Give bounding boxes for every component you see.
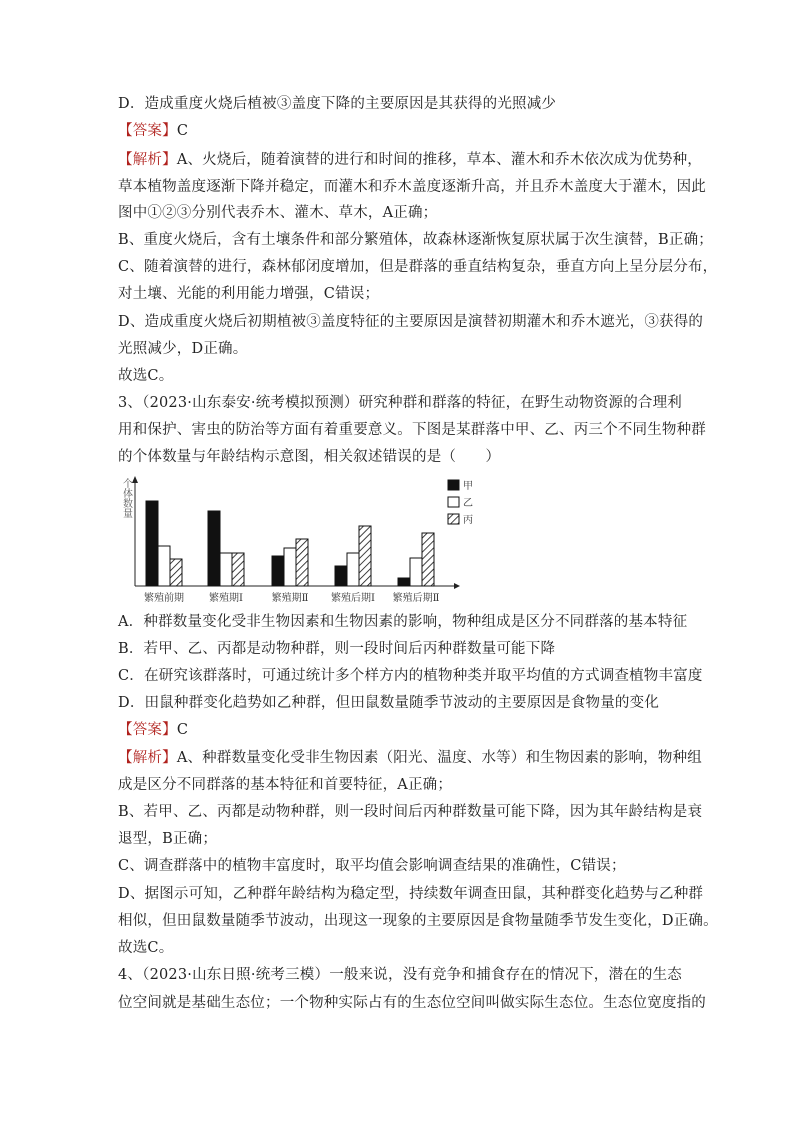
bar (146, 501, 158, 586)
bar (422, 533, 434, 586)
answer-line-1 (118, 121, 188, 141)
question-3-line: 的个体数量与年龄结构示意图，相关叙述错误的是（ ） (118, 449, 501, 465)
explanation-line: 相似，但田鼠数量随季节波动，出现这一现象的主要原因是食物量随季节发生变化，D正确。 (118, 913, 718, 929)
legend-swatch (448, 514, 459, 524)
explanation-tag: 【解析】 (118, 152, 177, 168)
bar (220, 553, 232, 586)
explanation-line: D、据图示可知，乙种群年龄结构为稳定型，持续数年调查田鼠，其种群变化趋势与乙种群 (118, 886, 704, 902)
explanation-line (118, 748, 702, 768)
y-axis-label: 个体数量 (120, 478, 132, 518)
legend-label: 丙 (463, 515, 473, 526)
bar (335, 566, 347, 586)
bar (284, 548, 296, 586)
x-tick-label: 繁殖后期Ⅰ (331, 593, 375, 604)
bar (398, 578, 410, 586)
legend-swatch (448, 480, 459, 490)
explanation-text: A、种群数量变化受非生物因素（阳光、温度、水等）和生物因素的影响，物种组 (176, 750, 702, 766)
bar (347, 553, 359, 586)
question-3-line: 3、（2023·山东泰安·统考模拟预测）研究种群和群落的特征，在野生动物资源的合理利 (118, 395, 682, 411)
bar (272, 556, 284, 586)
explanation-line: 对土壤、光能的利用能力增强，C错误； (118, 286, 380, 302)
conclusion-line: 故选C。 (118, 940, 174, 956)
bar (158, 546, 170, 586)
explanation-line: 光照减少，D正确。 (118, 341, 248, 357)
legend-label: 乙 (463, 498, 473, 509)
explanation-line: 草本植物盖度逐渐下降并稳定，而灌木和乔木盖度逐渐升高，并且乔木盖度大于灌木，因此 (118, 179, 706, 195)
explanation-line: 退型，B正确； (118, 831, 218, 847)
bar (208, 511, 220, 586)
legend-label: 甲 (463, 481, 473, 492)
x-tick-label: 繁殖后期Ⅱ (392, 593, 440, 604)
bar (170, 559, 182, 586)
question-4-line: 4、（2023·山东日照·统考三模）一般来说，没有竞争和捕食存在的情况下，潜在的生态 (118, 967, 682, 983)
bar (296, 539, 308, 586)
explanation-text: A、火烧后，随着演替的进行和时间的推移，草本、灌木和乔木依次成为优势种， (176, 152, 702, 168)
option-d: D．田鼠种群变化趋势如乙种群，但田鼠数量随季节波动的主要原因是食物量的变化 (118, 695, 660, 711)
bar (232, 553, 244, 586)
question-4-line: 位空间就是基础生态位；一个物种实际占有的生态位空间叫做实际生态位。生态位宽度指的 (118, 995, 706, 1011)
y-axis-arrow (132, 476, 138, 483)
answer-tag: 【答案】 (118, 722, 177, 738)
option-a: A．种群数量变化受非生物因素和生物因素的影响，物种组成是区分不同群落的基本特征 (118, 614, 688, 630)
answer-value: C (176, 722, 189, 738)
legend-swatch (448, 497, 459, 507)
x-tick-label: 繁殖前期 (144, 593, 184, 604)
explanation-line: C、调查群落中的植物丰富度时，取平均值会影响调查结果的准确性，C错误； (118, 858, 626, 874)
explanation-line: B、重度火烧后，含有土壤条件和部分繁殖体，故森林逐渐恢复原状属于次生演替，B正确； (118, 232, 714, 248)
bar (359, 526, 371, 586)
explanation-line: D、造成重度火烧后初期植被③盖度特征的主要原因是演替初期灌木和乔木遮光，③获得的 (118, 314, 704, 330)
bar (410, 558, 422, 586)
explanation-tag: 【解析】 (118, 750, 177, 766)
explanation-line: B、若甲、乙、丙都是动物种群，则一段时间后丙种群数量可能下降，因为其年龄结构是衰 (118, 804, 703, 820)
conclusion-line: 故选C。 (118, 368, 174, 384)
explanation-line: C、随着演替的进行，森林郁闭度增加，但是群落的垂直结构复杂，垂直方向上呈分层分布， (118, 259, 718, 275)
option-b: B．若甲、乙、丙都是动物种群，则一段时间后丙种群数量可能下降 (118, 641, 556, 657)
answer-tag: 【答案】 (118, 123, 177, 139)
question-3-line: 用和保护、害虫的防治等方面有着重要意义。下图是某群落中甲、乙、丙三个不同生物种群 (118, 422, 706, 438)
answer-value: C (176, 123, 189, 139)
x-tick-label: 繁殖期Ⅰ (209, 593, 243, 604)
population-age-structure-chart (118, 474, 490, 610)
explanation-line: 图中①②③分别代表乔木、灌木、草木，A正确； (118, 205, 438, 221)
x-tick-label: 繁殖期Ⅱ (271, 593, 309, 604)
explanation-line: 成是区分不同群落的基本特征和首要特征，A正确； (118, 777, 453, 793)
x-axis-arrow (454, 583, 460, 589)
explanation-line (118, 150, 702, 170)
option-d-text: D．造成重度火烧后植被③盖度下降的主要原因是其获得的光照减少 (118, 96, 557, 112)
answer-line-3 (118, 720, 188, 740)
option-c: C．在研究该群落时，可通过统计多个样方内的植物种类并取平均值的方式调查植物丰富度 (118, 668, 703, 684)
